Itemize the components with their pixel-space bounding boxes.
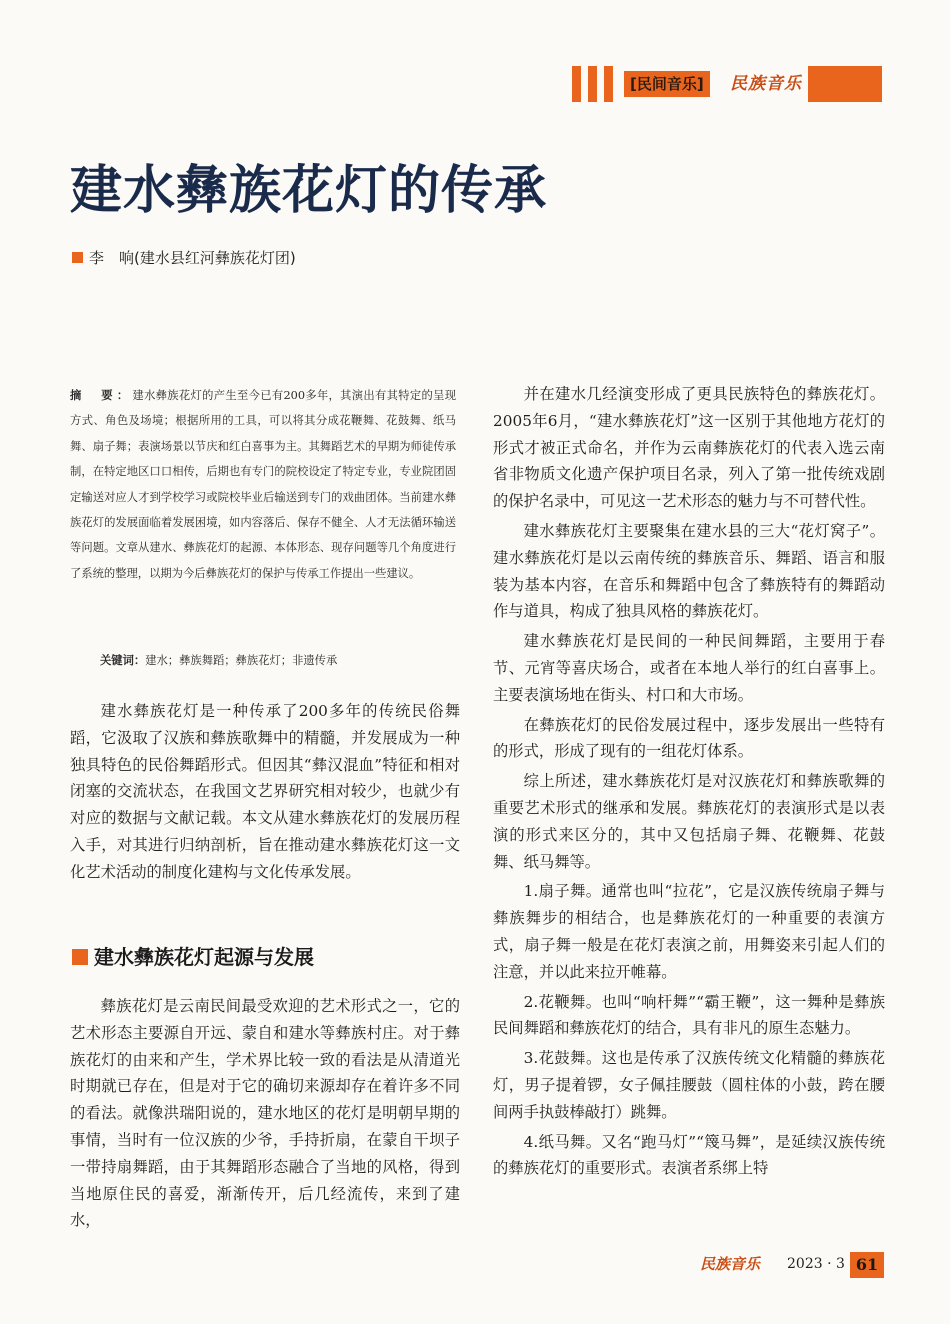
keywords-label: 关键词：: [100, 653, 146, 667]
paragraph: 3.花鼓舞。这也是传承了汉族传统文化精髓的彝族花灯，男子提着锣，女子佩挂腰鼓（圆柱体的小鼓，跨在腰间两手执鼓棒敲打）跳舞。: [493, 1049, 885, 1121]
header-stripe: [572, 66, 581, 102]
paragraph: 并在建水几经演变形成了更具民族特色的彝族花灯。2005年6月，“建水彝族花灯”这一区别于其他地方花灯的形式才被正式命名，并作为云南彝族花灯的代表入选云南省非物质文化遗产保护项目名录，列入了第一批传统戏剧的保护名录中，可见这一艺术形态的魅力与不可替代性。: [493, 385, 885, 511]
paragraph: 在彝族花灯的民俗发展过程中，逐步发展出一些特有的形式，形成了现有的一组花灯体系。: [493, 715, 885, 761]
section-tag: [民间音乐]: [624, 71, 710, 97]
abstract: [70, 383, 456, 586]
paragraph: 1.扇子舞。通常也叫“拉花”，它是汉族传统扇子舞与彝族舞步的相结合，也是彝族花灯的一种重要的表演方式，扇子舞一般是在花灯表演之前，用舞姿来引起人们的注意，并以此来拉开帷幕。: [493, 882, 885, 981]
paragraph: 建水彝族花灯主要聚集在建水县的三大“花灯窝子”。建水彝族花灯是以云南传统的彝族音乐、舞蹈、语言和服装为基本内容，在音乐和舞蹈中包含了彝族特有的舞蹈动作与道具，构成了独具风格的彝族花灯。: [493, 521, 885, 621]
right-column: [493, 381, 885, 1185]
paragraph: 建水彝族花灯是民间的一种民间舞蹈，主要用于春节、元宵等喜庆场合，或者在本地人举行的红白喜事上。主要表演场地在街头、村口和大市场。: [493, 632, 885, 704]
article-title: 建水彝族花灯的传承: [70, 160, 548, 221]
section-heading: [72, 941, 314, 970]
abstract-label: 摘 要：: [70, 388, 133, 402]
section-paragraph: 彝族花灯是云南民间最受欢迎的艺术形式之一，它的艺术形态主要源自开远、蒙自和建水等彝族村庄。对于彝族花灯的由来和产生，学术界比较一致的看法是从清道光时期就已存在，但是对于它的确切来源却存在着许多不同的看法。就像洪瑞阳说的，建水地区的花灯是明朝早期的事情，当时有一位汉族的少爷，手持折扇，在蒙自干坝子一带持扇舞蹈，由于其舞蹈形态融合了当地的风格，得到当地原住民的喜爱，渐渐传开，后几经流传，来到了建水，: [70, 997, 460, 1230]
section-header-band: [572, 66, 882, 102]
section-heading-text: 建水彝族花灯起源与发展: [94, 945, 314, 969]
heading-square-icon: [72, 949, 88, 965]
issue-label: 2023 · 3: [787, 1256, 845, 1272]
magazine-name-header: 民族音乐: [730, 74, 802, 94]
header-stripe: [588, 66, 597, 102]
abstract-text: 建水彝族花灯的产生至今已有200多年，其演出有其特定的呈现方式、角色及场境；根据所用的工具，可以将其分成花鞭舞、花鼓舞、纸马舞、扇子舞；表演场景以节庆和红白喜事为主。其舞蹈艺术的早期为师徒传承制，在特定地区口口相传，后期也有专门的院校设定了特定专业，专业院团固定输送对应人才到学校学习或院校毕业后输送到专门的戏曲团体。当前建水彝族花灯的发展面临着发展困境，如内容落后、保存不健全、人才无法循环输送等问题。文章从建水、彝族花灯的起源、本体形态、现存问题等几个角度进行了系统的整理，以期为今后彝族花灯的保护与传承工作提出一些建议。: [70, 389, 456, 580]
page-number: 61: [850, 1252, 884, 1278]
intro-block: [70, 698, 460, 886]
paragraph: 4.纸马舞。又名“跑马灯”“篾马舞”，是延续汉族传统的彝族花灯的重要形式。表演者系绑上特: [493, 1132, 885, 1178]
paragraph: 综上所述，建水彝族花灯是对汉族花灯和彝族歌舞的重要艺术形式的继承和发展。彝族花灯的表演形式是以表演的形式来区分的，其中又包括扇子舞、花鞭舞、花鼓舞、纸马舞等。: [493, 772, 885, 871]
footer-magazine-name: 民族音乐: [700, 1255, 761, 1273]
header-block: [808, 66, 882, 102]
keywords: [100, 652, 460, 668]
author-name: 李 响(建水县红河彝族花灯团): [89, 249, 296, 267]
paragraph: 2.花鞭舞。也叫“响杆舞”“霸王鞭”，这一舞种是彝族民间舞蹈和彝族花灯的结合，具有非凡的原生态魅力。: [493, 992, 885, 1038]
author-line: [72, 247, 296, 268]
page-footer: [700, 1252, 885, 1278]
section-body: [70, 993, 460, 1234]
bullet-square-icon: [72, 252, 83, 263]
header-stripe: [604, 66, 613, 102]
intro-paragraph: 建水彝族花灯是一种传承了200多年的传统民俗舞蹈，它汲取了汉族和彝族歌舞中的精髓，并发展成为一种独具特色的民俗舞蹈形式。但因其“彝汉混血”特征和相对闭塞的交流状态，在我国文艺界研究相对较少，也就少有对应的数据与文献记载。本文从建水彝族花灯的发展历程入手，对其进行归纳剖析，旨在推动建水彝族花灯这一文化艺术活动的制度化建构与文化传承发展。: [70, 702, 460, 881]
keywords-text: 建水；彝族舞蹈；彝族花灯；非遗传承: [145, 654, 338, 667]
